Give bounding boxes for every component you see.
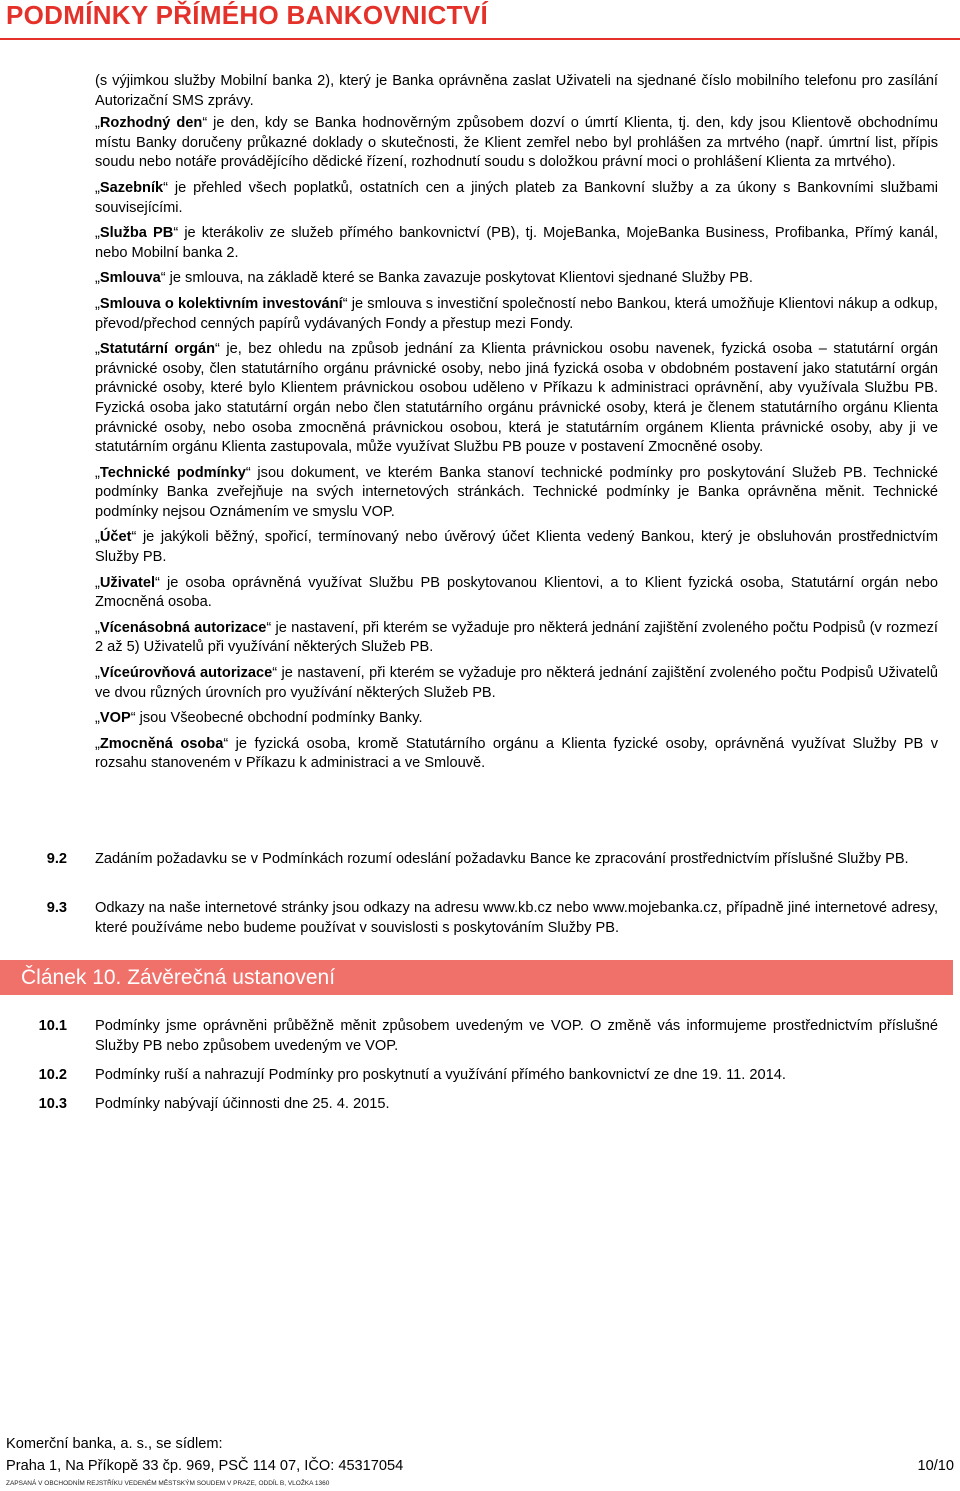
section-10-1 bbox=[0, 1017, 938, 1059]
page-title: PODMÍNKY PŘÍMÉHO BANKOVNICTVÍ bbox=[6, 0, 489, 30]
section-number: 10.1 bbox=[38, 1018, 67, 1034]
section-text: Podmínky jsme oprávněni průběžně měnit způsobem uvedeným ve VOP. O změně vás informujeme prostřednictvím příslušné Služby PB nebo způsobem uvedeným ve VOP. bbox=[95, 1018, 938, 1054]
page-number: 10/10 bbox=[917, 1458, 954, 1474]
section-number: 10.3 bbox=[38, 1096, 67, 1112]
definitions-list bbox=[95, 72, 938, 780]
footer-company: Komerční banka, a. s., se sídlem: bbox=[6, 1436, 223, 1452]
section-9-2 bbox=[0, 850, 938, 892]
definition-sazebnik: „Sazebník“ je přehled všech poplatků, ostatních cen a jiných plateb za Bankovní služby a za úkony s Bankovními službami souvisejícími. bbox=[95, 179, 938, 216]
section-number: 9.3 bbox=[46, 900, 67, 916]
definition-ucet: „Účet“ je jakýkoli běžný, spořicí, termínovaný nebo úvěrový účet Klienta vedený Bankou, který je obsluhován prostřednictvím Služby PB. bbox=[95, 529, 938, 566]
definition-rozhodny-den: „Rozhodný den“ je den, kdy se Banka hodnověrným způsobem dozví o úmrtí Klienta, tj. den, kdy jsou Klientově obchodnímu místu Banky doručeny průkazné doklady o skutečnosti, že Klient zemřel nebo byl prohlášen za mrtvého (např. úmrtní list, přípis soudu nebo notáře provádějícího dědické řízení, rozhodnutí soudu s doložkou právní moci o prohlášení Klienta za mrtvého). bbox=[95, 115, 938, 171]
definition-vop: „VOP“ jsou Všeobecné obchodní podmínky Banky. bbox=[95, 710, 423, 727]
definition-technicke-podminky: „Technické podmínky“ jsou dokument, ve kterém Banka stanoví technické podmínky pro poskytování Služeb PB. Technické podmínky Banka zveřejňuje na svých internetových stránkách. Technické podmínky je Banka oprávněna měnit. Technické podmínky nejsou Oznámením ve smyslu VOP. bbox=[95, 464, 938, 520]
section-text: Odkazy na naše internetové stránky jsou odkazy na adresu www.kb.cz nebo www.mojebanka.cz, případně jiné internetové adresy, které používáme nebo budeme používat v souvislosti s poskytováním Služby PB. bbox=[95, 900, 938, 936]
definition-continuation: (s výjimkou služby Mobilní banka 2), který je Banka oprávněna zaslat Uživateli na sjednané číslo mobilního telefonu pro zasílání Autorizační SMS zprávy. bbox=[95, 73, 938, 109]
definition-smlouva: „Smlouva“ je smlouva, na základě které se Banka zavazuje poskytovat Klientovi sjednané Služby PB. bbox=[95, 270, 753, 287]
title-divider bbox=[0, 38, 960, 40]
section-9-3 bbox=[0, 899, 938, 941]
footer-address: Praha 1, Na Příkopě 33 čp. 969, PSČ 114 07, IČO: 45317054 bbox=[6, 1458, 404, 1474]
footer-registry: ZAPSANÁ V OBCHODNÍM REJSTŘÍKU VEDENÉM MĚSTSKÝM SOUDEM V PRAZE, ODDÍL B, VLOŽKA 1360 bbox=[6, 1480, 330, 1487]
definition-vicenasobna-autorizace: „Vícenásobná autorizace“ je nastavení, při kterém se vyžaduje pro některá jednání zajištění zvoleného počtu Podpisů (v rozmezí 2 až 5) Uživatelů při využívání některých Služeb PB. bbox=[95, 619, 938, 656]
section-10-2 bbox=[0, 1066, 938, 1088]
section-text: Podmínky ruší a nahrazují Podmínky pro poskytnutí a využívání přímého bankovnictví ze dne 19. 11. 2014. bbox=[95, 1067, 786, 1083]
section-text: Zadáním požadavku se v Podmínkách rozumí odeslání požadavku Bance ke zpracování prostřednictvím příslušné Služby PB. bbox=[95, 851, 909, 867]
section-number: 10.2 bbox=[38, 1067, 67, 1083]
definition-sluzba-pb: „Služba PB“ je kterákoliv ze služeb přímého bankovnictví (PB), tj. MojeBanka, MojeBanka Business, Profibanka, Přímý kanál, nebo Mobilní banka 2. bbox=[95, 225, 939, 261]
article-heading: Článek 10. Závěrečná ustanovení bbox=[0, 960, 953, 995]
section-text: Podmínky nabývají účinnosti dne 25. 4. 2015. bbox=[95, 1096, 390, 1112]
definition-uzivatel: „Uživatel“ je osoba oprávněná využívat Službu PB poskytovanou Klientovi, a to Klient fyzická osoba, Statutární orgán nebo Zmocněná osoba. bbox=[95, 574, 938, 611]
definition-statutarni-organ: „Statutární orgán“ je, bez ohledu na způsob jednání za Klienta právnickou osobu navenek, fyzická osoba – statutární orgán právnické osoby, člen statutárního orgánu právnické osoby, nebo jiná fyzická osoba v obdobném postavení jako statutární orgán právnické osoby, které bylo Klientem právnickou osobou uděleno v Příkazu k administraci oprávnění, aby využívala Službu PB. Fyzická osoba jako statutární orgán nebo člen statutárního orgánu právnické osoby, která je členem statutárního orgánu Klienta právnické osoby, nebo osoba zmocněná právnickou osobou, která je statutárním orgánem Klienta právnické osoby, aby ji ve statutárním orgánu Klienta zastupovala, může využívat Službu PB pouze v postavení Zmocněné osoby. bbox=[95, 341, 939, 456]
definition-smlouva-kolektivni: „Smlouva o kolektivním investování“ je smlouva s investiční společností nebo Bankou, která umožňuje Klientovi nákup a odkup, převod/přechod cenných papírů vydávaných Fondy a přestup mezi Fondy. bbox=[95, 295, 938, 332]
definition-zmocnena-osoba: „Zmocněná osoba“ je fyzická osoba, kromě Statutárního orgánu a Klienta fyzické osoby, oprávněná využívat Služby PB v rozsahu stanoveném v Příkazu k administraci a ve Smlouvě. bbox=[95, 735, 939, 772]
section-10-3 bbox=[0, 1095, 938, 1117]
definition-viceurovnova-autorizace: „Víceúrovňová autorizace“ je nastavení, při kterém se vyžaduje pro některá jednání zajištění zvoleného počtu Podpisů Uživatelů ve dvou různých úrovních pro využívání některých Služeb PB. bbox=[95, 665, 938, 701]
section-number: 9.2 bbox=[46, 851, 67, 867]
